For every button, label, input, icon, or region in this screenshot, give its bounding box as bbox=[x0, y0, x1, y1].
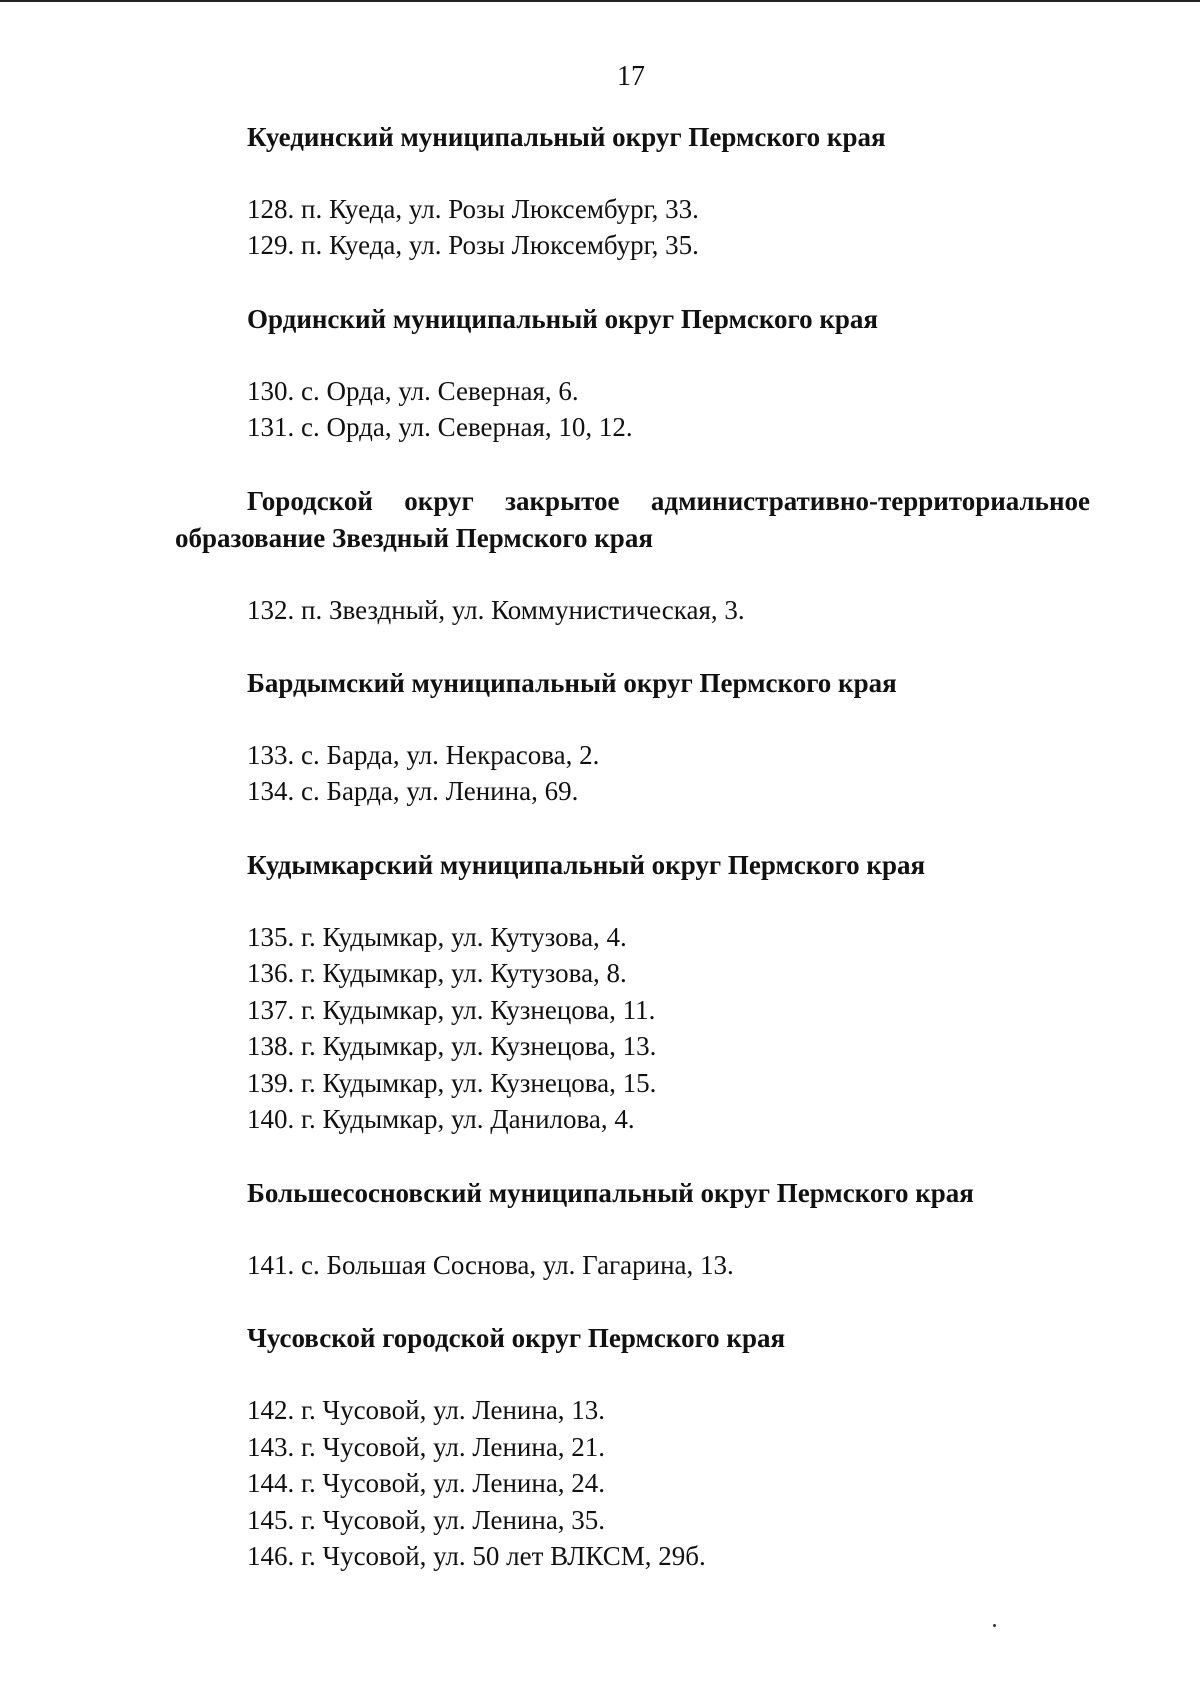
list-item: 137. г. Кудымкар, ул. Кузнецова, 11. bbox=[247, 995, 656, 1025]
list-item: 141. с. Большая Соснова, ул. Гагарина, 13. bbox=[247, 1250, 734, 1280]
list-item: 140. г. Кудымкар, ул. Данилова, 4. bbox=[247, 1104, 635, 1134]
section-heading: Большесосновский муниципальный округ Пермского края bbox=[247, 1178, 974, 1208]
page-number: 17 bbox=[617, 61, 645, 92]
list-item: 134. с. Барда, ул. Ленина, 69. bbox=[247, 776, 579, 806]
section-heading-line: Городской округ закрытое административно-территориальное bbox=[247, 486, 1090, 516]
list-item: 128. п. Куеда, ул. Розы Люксембург, 33. bbox=[247, 194, 699, 224]
section-heading: Кудымкарский муниципальный округ Пермского края bbox=[247, 850, 926, 880]
scan-top-edge bbox=[0, 0, 1200, 2]
list-item: 146. г. Чусовой, ул. 50 лет ВЛКСМ, 29б. bbox=[247, 1541, 706, 1571]
section-heading: Бардымский муниципальный округ Пермского края bbox=[247, 668, 897, 698]
list-item: 132. п. Звездный, ул. Коммунистическая, 3. bbox=[247, 595, 745, 625]
list-item: 130. с. Орда, ул. Северная, 6. bbox=[247, 376, 579, 406]
list-item: 138. г. Кудымкар, ул. Кузнецова, 13. bbox=[247, 1031, 657, 1061]
section-heading-line: образование Звездный Пермского края bbox=[175, 523, 653, 553]
section-heading: Куединский муниципальный округ Пермского края bbox=[247, 122, 886, 152]
scan-speck bbox=[993, 1624, 996, 1627]
list-item: 143. г. Чусовой, ул. Ленина, 21. bbox=[247, 1432, 606, 1462]
list-item: 131. с. Орда, ул. Северная, 10, 12. bbox=[247, 412, 633, 442]
section-heading: Чусовской городской округ Пермского края bbox=[247, 1323, 786, 1353]
list-item: 129. п. Куеда, ул. Розы Люксембург, 35. bbox=[247, 230, 699, 260]
list-item: 145. г. Чусовой, ул. Ленина, 35. bbox=[247, 1505, 606, 1535]
list-item: 142. г. Чусовой, ул. Ленина, 13. bbox=[247, 1395, 606, 1425]
list-item: 135. г. Кудымкар, ул. Кутузова, 4. bbox=[247, 922, 627, 952]
list-item: 144. г. Чусовой, ул. Ленина, 24. bbox=[247, 1468, 606, 1498]
section-heading: Ординский муниципальный округ Пермского края bbox=[247, 304, 879, 334]
section-heading bbox=[175, 483, 1090, 557]
list-item: 139. г. Кудымкар, ул. Кузнецова, 15. bbox=[247, 1068, 657, 1098]
list-item: 133. с. Барда, ул. Некрасова, 2. bbox=[247, 740, 600, 770]
list-item: 136. г. Кудымкар, ул. Кутузова, 8. bbox=[247, 958, 627, 988]
